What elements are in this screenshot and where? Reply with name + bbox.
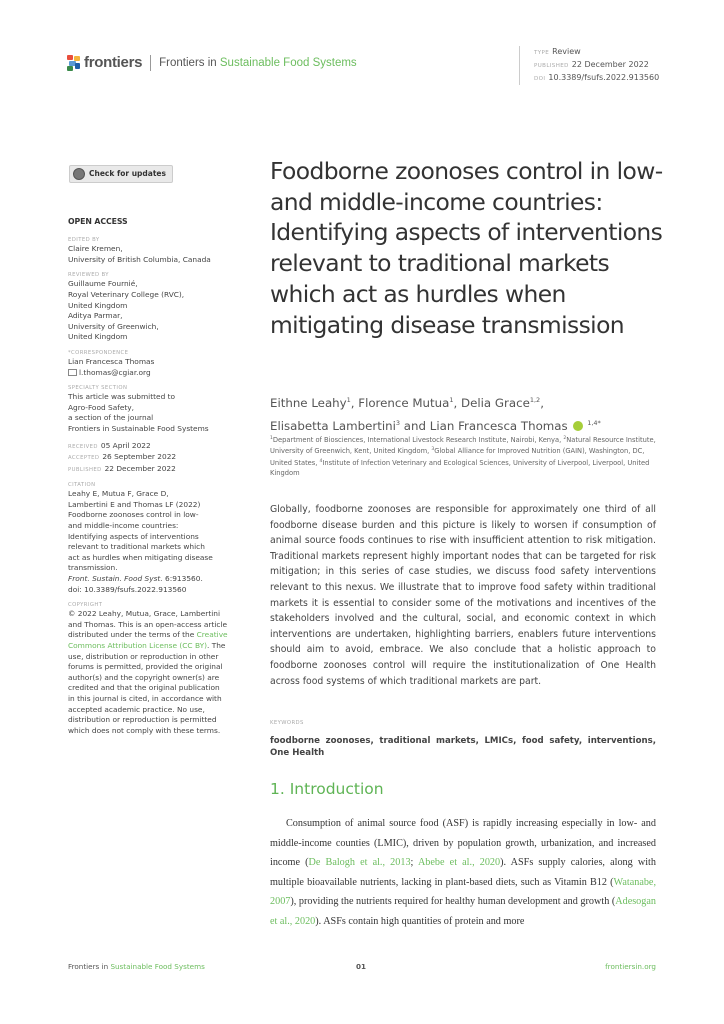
logo-wordmark: frontiers	[84, 54, 143, 71]
reviewed-by: Guillaume Fournié, Royal Veterinary College (RVC), United Kingdom Aditya Parmar, University of Greenwich, United Kingdom	[68, 279, 185, 342]
affiliations: $^1$Department of Biosciences, International Livestock Research Institute, Nairobi, Kenya, $^2$Natural Resource Institute, University of Greenwich, Kent, United Kingdom, $^3$Global Alliance for Improved Nutrition (GAIN), Washington, DC, United States, $^4$Institute of Infection Veterinary and Ecological Sciences, University of Liverpool, Liverpool, United Kingdom	[270, 436, 656, 478]
logo-divider	[150, 55, 151, 71]
author-name[interactable]: Eithne Leahy	[270, 396, 347, 410]
footer-journal: Frontiers in Sustainable Food Systems	[68, 962, 205, 971]
correspondence-email-link[interactable]: l.thomas@cgiar.org	[79, 367, 151, 377]
citation-label: CITATION	[68, 482, 96, 489]
check-for-updates-button[interactable]: Check for updates	[69, 165, 173, 183]
orcid-icon[interactable]	[573, 421, 583, 431]
abstract: Globally, foodborne zoonoses are responsible for approximately one third of all foodborne disease burden and this picture is likely to worsen if consumption of animal source foods continues to rise with insufficient attention to risk mitigation. Traditional markets represent highly important nodes that can be targeted for risk mitigation; in this series of case studies, we discuss food safety interventions relevant to this nexus. We illustrate that to improve food safety within traditional markets it is essential to consider some of the motivations and incentives of the stakeholders involved and the cultural, social, and economic context in which interventions are undertaken, highlighting barriers, enablers future interventions should aim to avoid, embrace. We also conclude that a holistic approach to foodborne zoonoses control will require the institutionalization of One Health across food systems of which traditional markets are part.	[270, 504, 656, 687]
edited-by: Claire Kremen, University of British Columbia, Canada	[68, 244, 211, 264]
article-type: TYPE Review	[534, 47, 581, 56]
article-meta	[519, 46, 659, 85]
copyright-text: © 2022 Leahy, Mutua, Grace, Lambertini and Thomas. This is an open-access article distributed under the terms of the Creative Commons Attribution License (CC BY). The use, distribution or reproduction in other forums is permitted, provided the original author(s) and the copyright owner(s) are credited and that the original publication in this journal is cited, in accordance with accepted academic practice. No use, distribution or reproduction is permitted which does not comply with these terms.	[68, 609, 228, 735]
introduction-paragraph: Consumption of animal source food (ASF) is rapidly increasing especially in low- and middle-income counties (LMIC), driven by population growth, urbanization, and increased income (De Balogh et al., 2013; Abebe et al., 2020). ASFs supply calories, along with multiple bioavailable nutrients, lacking in plant-based diets, such as Vitamin B12 (Watanabe, 2007), providing the nutrients required for healthy human development and growth (Adesogan et al., 2020). ASFs contain high quantities of protein and more	[270, 818, 656, 927]
reviewed-by-label: REVIEWED BY	[68, 272, 109, 279]
refresh-badge-icon	[73, 168, 85, 180]
citation-link[interactable]: Abebe et al., 2020	[417, 857, 501, 868]
edited-by-label: EDITED BY	[68, 237, 100, 244]
cc-by-license-link[interactable]: Creative Commons Attribution License (CC BY)	[68, 630, 228, 650]
correspondence: Lian Francesca Thomas l.thomas@cgiar.org	[68, 356, 155, 377]
citation-doi[interactable]: doi: 10.3389/fsufs.2022.913560	[68, 584, 187, 594]
frontiers-logo-icon	[67, 55, 81, 71]
citation-link[interactable]: De Balogh et al., 2013	[308, 857, 411, 868]
sidebar	[68, 165, 233, 736]
author-name[interactable]: Lian Francesca Thomas	[429, 419, 568, 433]
citation: Leahy E, Mutua F, Grace D, Lambertini E and Thomas LF (2022) Foodborne zoonoses control in low- and middle-income countries: Identifying aspects of interventions relevant to traditional markets which act as hurdles when mitigating disease transmission. Front. Sustain. Food Syst. 6:913560. doi: 10.3389/fsufs.2022.913560	[68, 489, 233, 595]
journal-name: Frontiers in Sustainable Food Systems	[159, 56, 357, 69]
open-access-label: OPEN ACCESS	[68, 216, 128, 226]
keywords-label: KEYWORDS	[270, 720, 304, 726]
author-name[interactable]: Delia Grace	[461, 396, 530, 410]
article-title: Foodborne zoonoses control in low- and middle-income countries: Identifying aspects of interventions relevant to traditional markets which act as hurdles when mitigating disease transmission	[270, 157, 663, 339]
frontiers-logo[interactable]	[67, 54, 357, 71]
author-name[interactable]: Elisabetta Lambertini	[270, 419, 396, 433]
article-dates: RECEIVED 05 April 2022 ACCEPTED 26 September 2022 PUBLISHED 22 December 2022	[68, 440, 177, 473]
correspondence-label: *CORRESPONDENCE	[68, 349, 129, 356]
specialty-section: This article was submitted to Agro-Food Safety, a section of the journal Frontiers in Sustainable Food Systems	[68, 392, 209, 433]
copyright-label: COPYRIGHT	[68, 602, 103, 609]
specialty-section-label: SPECIALTY SECTION	[68, 385, 128, 392]
author-name[interactable]: Florence Mutua	[358, 396, 450, 410]
page-number: 01	[356, 962, 367, 971]
author-list: Eithne Leahy$^1$, Florence Mutua$^1$, Delia Grace$^{1,2}$, Elisabetta Lambertini$^3$ and Lian Francesca Thomas $^{1,4*}$	[270, 396, 601, 433]
section-heading-introduction: 1. Introduction	[270, 780, 384, 798]
article-published-date: PUBLISHED 22 December 2022	[534, 60, 649, 69]
email-icon	[68, 369, 77, 376]
citation-link[interactable]: Adesogan et al., 2020	[270, 896, 656, 927]
article-doi: DOI 10.3389/fsufs.2022.913560	[534, 73, 660, 82]
footer-website-link[interactable]: frontiersin.org	[605, 962, 656, 971]
citation-link[interactable]: Watanabe, 2007	[270, 876, 656, 907]
keywords: foodborne zoonoses, traditional markets, LMICs, food safety, interventions, One Health	[270, 736, 656, 759]
